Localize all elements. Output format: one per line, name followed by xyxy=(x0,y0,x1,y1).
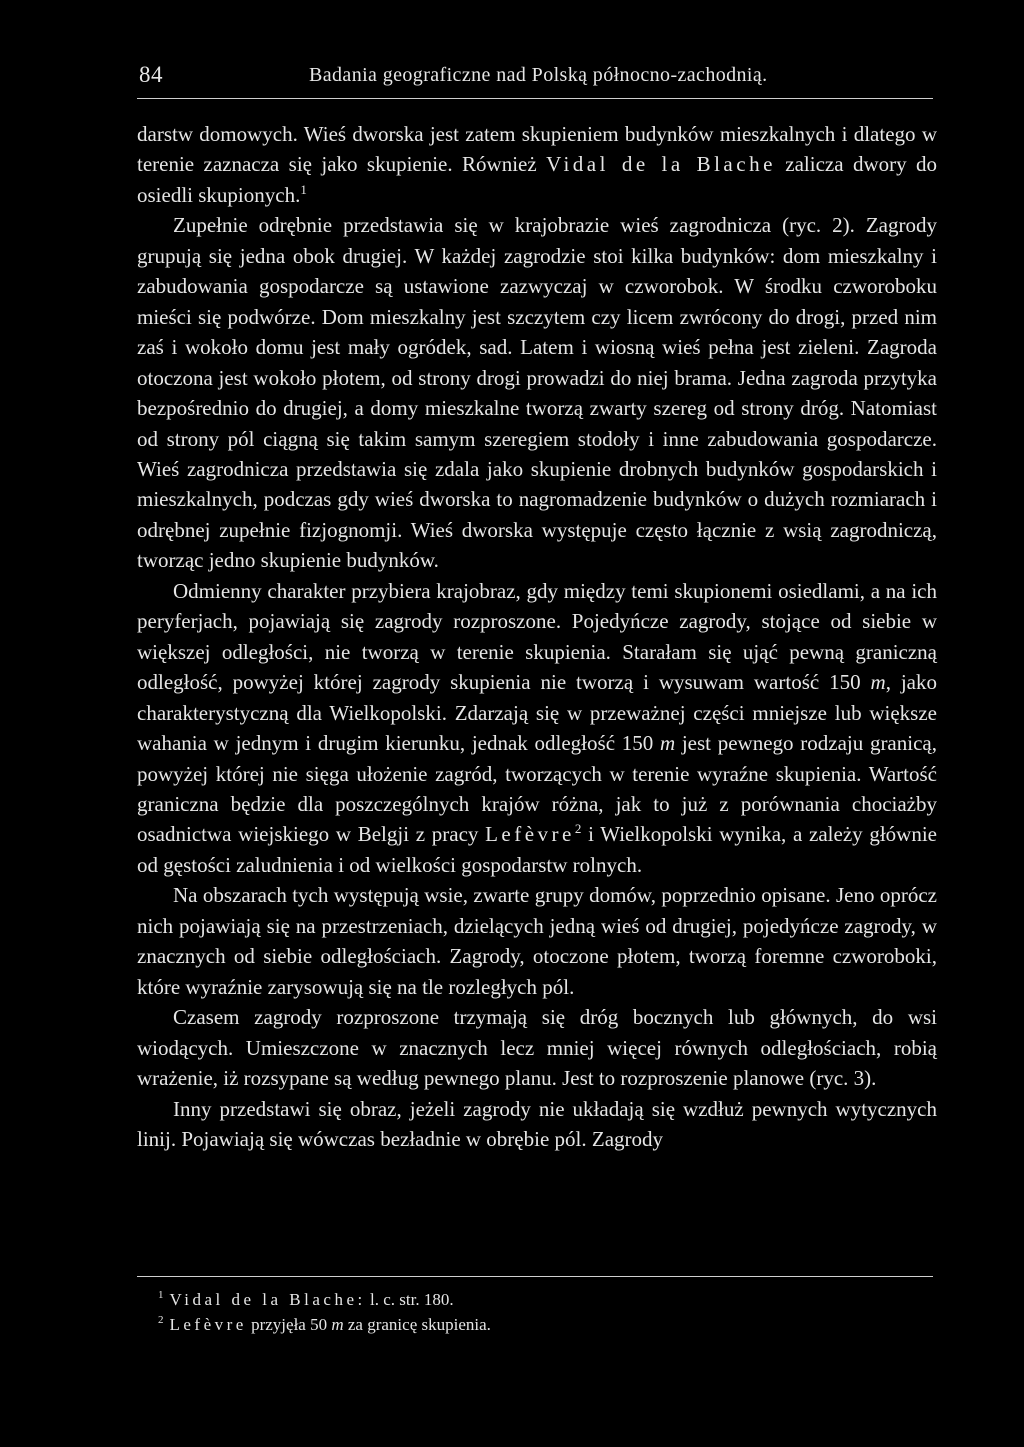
text-run: Odmienny charakter przybiera krajobraz, gdy między temi skupionemi osiedlami, a na ich peryferjach, pojawiają się zagrody rozproszone. Pojedyńcze zagrody, stojące od siebie w większej odległości, nie tworzą w terenie skupienia. Starałam się ująć pewną graniczną odległość, powyżej której zagrody skupienia nie tworzą i wysuwam wartość 150 xyxy=(137,578,937,695)
author-name: Vidal de la Blache: xyxy=(169,1290,366,1309)
paragraph-3 xyxy=(137,576,937,881)
paragraph-5: Czasem zagrody rozproszone trzymają się dróg bocznych lub głównych, do wsi wiodących. Umieszczone w znacznych lecz mniej więcej równych odległościach, robią wrażenie, iż rozsypane są według pewnego planu. Jest to rozproszenie planowe (ryc. 3). xyxy=(137,1005,937,1091)
footnote-1 xyxy=(158,1287,918,1312)
running-title: Badania geograficzne nad Polską północno-zachodnią. xyxy=(309,64,768,86)
footnote-text: l. c. str. 180. xyxy=(365,1290,454,1309)
text-run: , jako charakterystyczną dla Wielkopolski. Zdarzają się w przeważnej części mniejsze lub większe wahania w jednym i drugim kierunku, jednak odległość 150 xyxy=(137,670,937,756)
paragraph-4: Na obszarach tych występują wsie, zwarte grupy domów, poprzednio opisane. Jeno oprócz nich pojawiają się na przestrzeniach, dzielących jedną wieś od drugiej, pojedyńcze zagrody, w znacznych od siebie odległościach. Zagrody, otoczone płotem, tworzą foremne czworoboki, które wyraźnie zarysowują się na tle rozległych pól. xyxy=(137,883,937,999)
text-run: darstw domowych. Wieś dworska jest zatem skupieniem budynków mieszkalnych i dlatego w terenie zaznacza się jako skupienie. Również xyxy=(137,122,937,177)
footnote-ref-1[interactable]: 1 xyxy=(300,181,307,197)
unit: m xyxy=(870,670,886,695)
footnote-mark: 2 xyxy=(158,1314,164,1327)
footnote-2 xyxy=(158,1312,918,1337)
footnote-divider xyxy=(137,1276,933,1277)
footnote-mark: 1 xyxy=(158,1289,164,1302)
text-run: jest pewnego rodzaju granicą, powyżej której nie sięga ułożenie zagród, tworzących w terenie wyraźne skupienia. Wartość graniczna będzie dla poszczególnych krajów różna, jak to już z porównania chociażby osadnictwa wiejskiego w Belgji z pracy xyxy=(137,731,937,847)
paragraph-1 xyxy=(137,119,937,210)
text-run: zalicza dwory do osiedli skupionych. xyxy=(137,152,937,207)
footnote-text: przyjęła 50 xyxy=(246,1315,332,1334)
footnote-ref-2[interactable]: 2 xyxy=(574,821,582,837)
unit: m xyxy=(659,731,676,756)
text-run: i Wielkopolski wynika, a zależy głównie od gęstości zaludnienia i od wielkości gospodarstw rolnych. xyxy=(137,822,937,877)
footnotes xyxy=(158,1287,918,1337)
body-text xyxy=(137,119,937,1154)
author-name: Vidal de la Blache xyxy=(546,152,776,177)
page-number: 84 xyxy=(139,62,163,87)
author-name: Lefèvre xyxy=(485,822,575,847)
unit: m xyxy=(331,1315,344,1334)
paragraph-2: Zupełnie odrębnie przedstawia się w krajobrazie wieś zagrodnicza (ryc. 2). Zagrody grupują się jedna obok drugiej. W każdej zagrodzie stoi kilka budynków: dom mieszkalny i zabudowania gospodarcze są ustawione zazwyczaj w czworobok. W środku czworoboku mieści się podwórze. Dom mieszkalny jest szczytem czy licem zwrócony do drogi, przed nim zaś i wokoło domu jest mały ogródek, sad. Latem i wiosną wieś pełna jest zieleni. Zagroda otoczona jest wokoło płotem, od strony drogi prowadzi do niej brama. Jedna zagroda przytyka bezpośrednio do drugiej, a domy mieszkalne tworzą zwarty szereg od strony dróg. Natomiast od strony pól ciągną się takim samym szeregiem stodoły i inne zabudowania gospodarcze. Wieś zagrodnicza przedstawia się zdala jako skupienie drobnych budynków gospodarskich i mieszkalnych, podczas gdy wieś dworska to nagromadzenie budynków o dużych rozmiarach i odrębnej zupełnie fizjognomji. Wieś dworska występuje często łącznie z wsią zagrodniczą, tworząc jedno skupienie budynków. xyxy=(137,213,937,573)
paragraph-6: Inny przedstawi się obraz, jeżeli zagrody nie układają się wzdłuż pewnych wytycznych linij. Pojawiają się wówczas bezładnie w obrębie pól. Zagrody xyxy=(137,1096,937,1151)
author-name: Lefèvre xyxy=(169,1315,247,1334)
page-header xyxy=(137,60,933,99)
footnote-text: za granicę skupienia. xyxy=(343,1315,491,1334)
